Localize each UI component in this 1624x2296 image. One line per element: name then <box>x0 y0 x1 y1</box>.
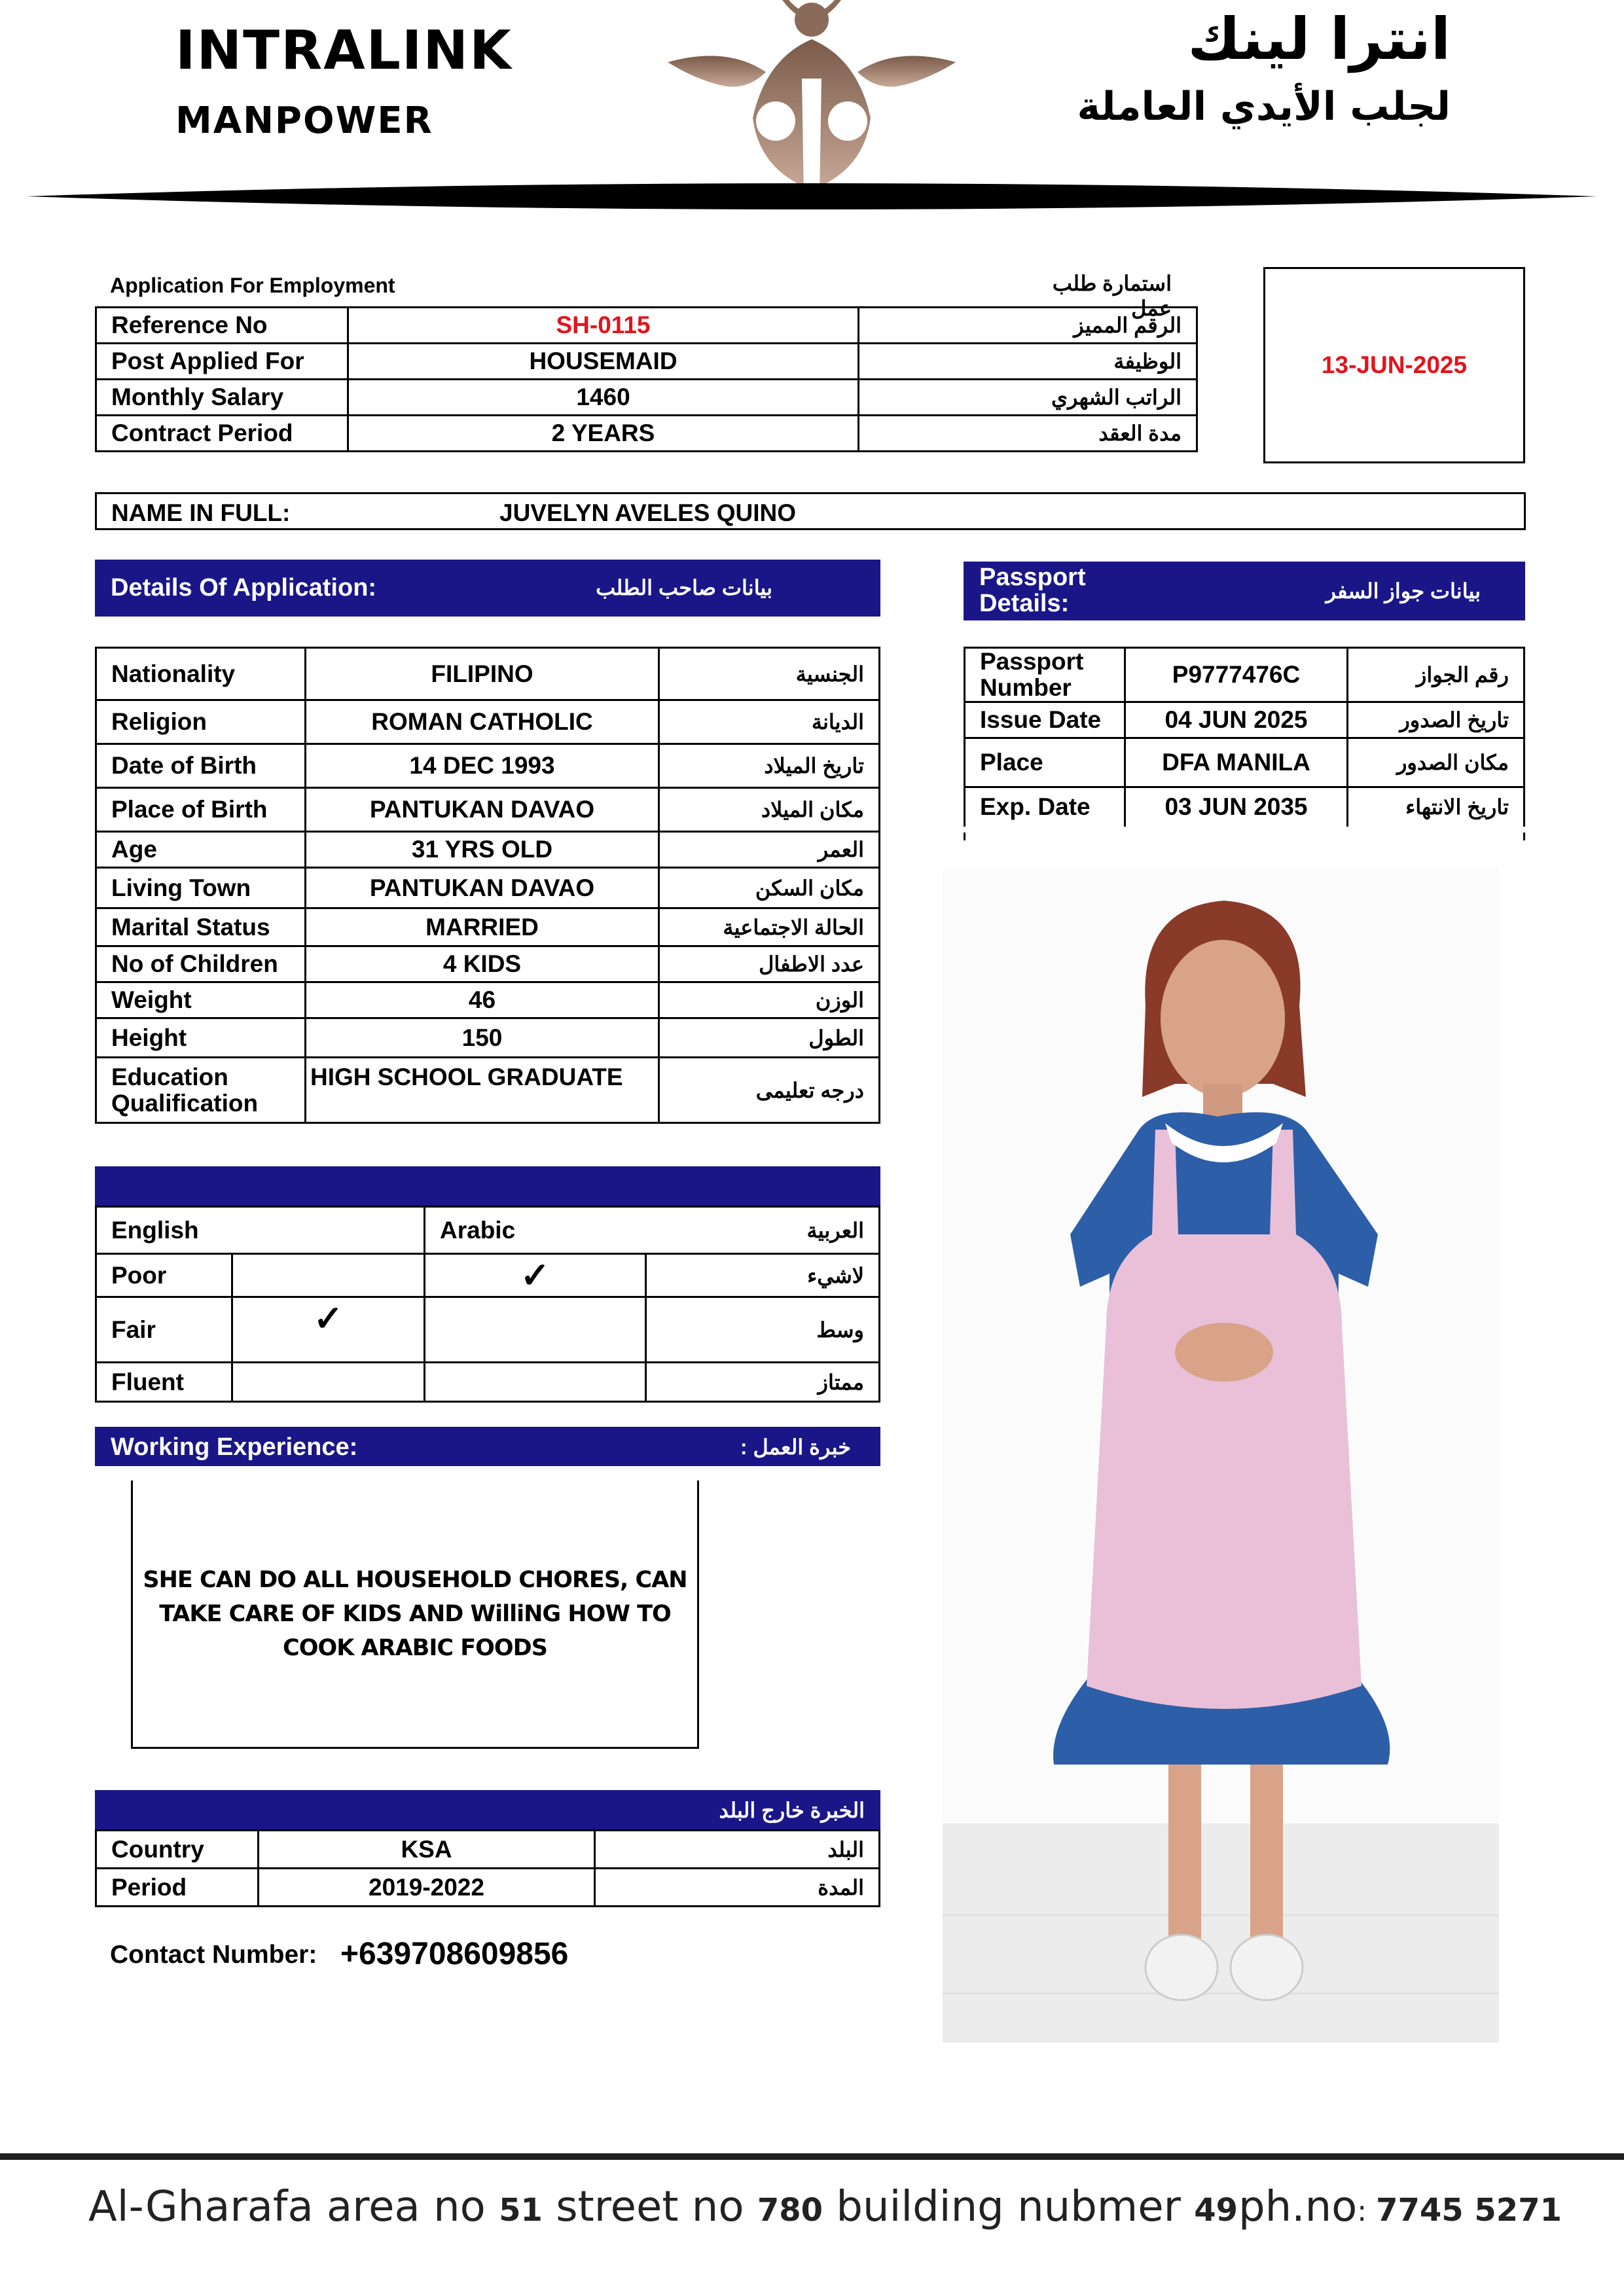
table-row <box>965 702 1525 738</box>
level-label-ar: لاشيء <box>646 1254 880 1297</box>
row-label: Place of Birth <box>96 788 306 832</box>
table-row <box>965 648 1525 702</box>
row-label: Age <box>96 832 306 868</box>
passport-number-label <box>965 648 1125 702</box>
table-row <box>96 946 880 982</box>
row-label: Period <box>96 1869 259 1907</box>
name-value: JUVELYN AVELES QUINO <box>499 499 797 526</box>
applicant-photo <box>943 868 1499 2043</box>
full-name-box <box>95 492 1526 530</box>
brand-sub-en: MANPOWER <box>175 99 433 142</box>
row-value: 04 JUN 2025 <box>1125 702 1348 738</box>
row-label-ar: رقم الجواز <box>1348 648 1525 702</box>
experience-text-box <box>131 1480 699 1749</box>
row-value: HOUSEMAID <box>348 344 859 380</box>
education-value: HIGH SCHOOL GRADUATE <box>306 1058 659 1123</box>
row-value: 14 DEC 1993 <box>306 744 659 788</box>
row-value: DFA MANILA <box>1125 738 1348 787</box>
row-label-ar: المدة <box>595 1869 880 1907</box>
experience-header-en: Working Experience: <box>111 1433 358 1461</box>
footer-phone <box>1238 2183 1562 2231</box>
row-label-ar: مكان السكن <box>659 868 880 908</box>
table-row <box>96 648 880 700</box>
row-value: 2019-2022 <box>259 1869 595 1907</box>
row-label: Issue Date <box>965 702 1125 738</box>
passport-number: P9777476C <box>1125 648 1348 702</box>
arabic-level-mark: ✓ <box>425 1254 646 1297</box>
row-label: Marital Status <box>96 908 306 946</box>
address-text: building nubmer <box>823 2183 1195 2231</box>
table-row <box>96 982 880 1018</box>
details-header-ar: بيانات صاحب الطلب <box>596 576 772 600</box>
row-value: 1460 <box>348 380 859 416</box>
address-building-number: 49 <box>1194 2192 1238 2229</box>
phone-separator: : <box>1357 2195 1377 2228</box>
table-row <box>96 308 1197 344</box>
experience-text-line: TAKE CARE OF KIDS AND WilliNG HOW TO <box>159 1600 671 1627</box>
experience-text-line: COOK ARABIC FOODS <box>283 1634 547 1661</box>
passport-table <box>964 647 1525 827</box>
row-label-ar: الجنسية <box>659 648 880 700</box>
lang-arabic-header-ar: العربية <box>646 1207 880 1254</box>
row-value: 03 JUN 2035 <box>1125 787 1348 827</box>
row-label: Exp. Date <box>965 787 1125 827</box>
table-row <box>96 1254 880 1297</box>
language-table <box>95 1206 880 1403</box>
row-label-ar: تاريخ الصدور <box>1348 702 1525 738</box>
row-value: MARRIED <box>306 908 659 946</box>
table-row <box>96 1207 880 1254</box>
row-label-ar: الوظيفة <box>859 344 1197 380</box>
row-label-ar: مكان الميلاد <box>659 788 880 832</box>
table-row <box>965 787 1525 827</box>
level-label: Fair <box>96 1297 232 1363</box>
table-row <box>96 832 880 868</box>
row-label: Religion <box>96 700 306 744</box>
row-value: PANTUKAN DAVAO <box>306 788 659 832</box>
application-date: 13-JUN-2025 <box>1263 267 1525 463</box>
row-label: No of Children <box>96 946 306 982</box>
abroad-table <box>95 1829 880 1907</box>
row-label: Living Town <box>96 868 306 908</box>
row-value: 150 <box>306 1018 659 1058</box>
table-row <box>96 1058 880 1123</box>
row-value: ROMAN CATHOLIC <box>306 700 659 744</box>
row-label: Date of Birth <box>96 744 306 788</box>
header-divider <box>26 177 1597 216</box>
education-label <box>96 1058 306 1123</box>
row-label-ar: تاريخ الميلاد <box>659 744 880 788</box>
details-header-en: Details Of Application: <box>111 574 377 601</box>
row-value: FILIPINO <box>306 648 659 700</box>
row-label-ar: الرقم المميز <box>859 308 1197 344</box>
education-label-line: Qualification <box>111 1089 259 1117</box>
experience-header-bar <box>95 1427 880 1466</box>
row-label-ar: البلد <box>595 1831 880 1869</box>
table-row <box>96 1363 880 1402</box>
table-row <box>96 1297 880 1363</box>
address-street-number: 780 <box>757 2192 823 2229</box>
brand-sub-ar: لجلب الأيدي العاملة <box>1077 84 1451 130</box>
row-value: 2 YEARS <box>348 416 859 452</box>
experience-header-ar: خبرة العمل : <box>740 1435 851 1459</box>
table-row <box>96 700 880 744</box>
row-label-ar: درجه تعليمى <box>659 1058 880 1123</box>
contact-number: +639708609856 <box>340 1937 569 1971</box>
form-title-ar: استمارة طلب عمل <box>1052 272 1172 320</box>
footer-address <box>88 2183 1238 2231</box>
english-level-mark <box>232 1254 425 1297</box>
form-title-en: Application For Employment <box>110 274 395 297</box>
contact-label: Contact Number: <box>110 1941 317 1969</box>
language-header-bar <box>95 1166 880 1206</box>
details-header-bar <box>95 560 880 617</box>
row-label: Height <box>96 1018 306 1058</box>
abroad-header-ar: الخبرة خارج البلد <box>719 1799 865 1822</box>
table-row <box>965 738 1525 787</box>
table-row <box>96 416 1197 452</box>
reference-no: SH-0115 <box>348 308 859 344</box>
level-label: Fluent <box>96 1363 232 1402</box>
phone-label: ph.no <box>1238 2183 1358 2231</box>
row-label: Monthly Salary <box>96 380 348 416</box>
row-label: Weight <box>96 982 306 1018</box>
row-label-ar: الطول <box>659 1018 880 1058</box>
table-row <box>96 380 1197 416</box>
table-row <box>96 1869 880 1907</box>
row-label: Country <box>96 1831 259 1869</box>
passport-header-line: Passport <box>979 564 1086 591</box>
passport-header-line: Details: <box>979 590 1070 617</box>
arabic-level-mark <box>425 1297 646 1363</box>
row-value: 46 <box>306 982 659 1018</box>
row-label: Reference No <box>96 308 348 344</box>
table-row <box>96 744 880 788</box>
application-table <box>95 306 1198 452</box>
name-label: NAME IN FULL: <box>111 499 291 526</box>
row-label-ar: الراتب الشهري <box>859 380 1197 416</box>
address-text: Al-Gharafa area no <box>88 2183 499 2231</box>
row-value: PANTUKAN DAVAO <box>306 868 659 908</box>
education-label-line: Education <box>111 1063 228 1090</box>
row-label-ar: عدد الاطفال <box>659 946 880 982</box>
row-label-ar: مدة العقد <box>859 416 1197 452</box>
lang-arabic-header: Arabic <box>425 1207 646 1254</box>
row-label-ar: العمر <box>659 832 880 868</box>
arabic-level-mark <box>425 1363 646 1402</box>
address-area-number: 51 <box>499 2192 543 2229</box>
row-label-ar: مكان الصدور <box>1348 738 1525 787</box>
company-logo <box>668 0 956 196</box>
row-label-ar: الوزن <box>659 982 880 1018</box>
english-level-mark <box>232 1363 425 1402</box>
english-level-mark: ✓ <box>232 1297 425 1363</box>
passport-header-en <box>979 564 1086 617</box>
table-row <box>96 788 880 832</box>
table-row <box>96 344 1197 380</box>
row-label-ar: الديانة <box>659 700 880 744</box>
row-label: Contract Period <box>96 416 348 452</box>
row-label-ar: تاريخ الانتهاء <box>1348 787 1525 827</box>
level-label-ar: وسط <box>646 1297 880 1363</box>
details-table <box>95 647 880 1124</box>
label-line: Number <box>980 674 1072 701</box>
table-row <box>96 1018 880 1058</box>
row-label: Post Applied For <box>96 344 348 380</box>
table-row <box>96 1831 880 1869</box>
lang-english-header: English <box>96 1207 425 1254</box>
brand-name-ar: انترا لينك <box>1187 5 1451 73</box>
address-text: street no <box>542 2183 757 2231</box>
row-value: 4 KIDS <box>306 946 659 982</box>
phone-number: 7745 5271 <box>1376 2192 1562 2229</box>
footer-divider <box>0 2153 1624 2160</box>
label-line: Passport <box>980 648 1084 675</box>
row-value: 31 YRS OLD <box>306 832 659 868</box>
row-value: KSA <box>259 1831 595 1869</box>
table-row <box>96 908 880 946</box>
passport-header-ar: بيانات جواز السفر <box>1326 579 1481 603</box>
row-label-ar: الحالة الاجتماعية <box>659 908 880 946</box>
row-label: Place <box>965 738 1125 787</box>
abroad-header-bar <box>95 1790 880 1829</box>
passport-table-tail <box>964 833 1525 840</box>
table-row <box>96 868 880 908</box>
experience-text-line: SHE CAN DO ALL HOUSEHOLD CHORES, CAN <box>143 1566 687 1593</box>
brand-name-en: INTRALINK <box>175 20 513 82</box>
level-label-ar: ممتاز <box>646 1363 880 1402</box>
level-label: Poor <box>96 1254 232 1297</box>
passport-header-bar <box>964 562 1525 620</box>
row-label: Nationality <box>96 648 306 700</box>
